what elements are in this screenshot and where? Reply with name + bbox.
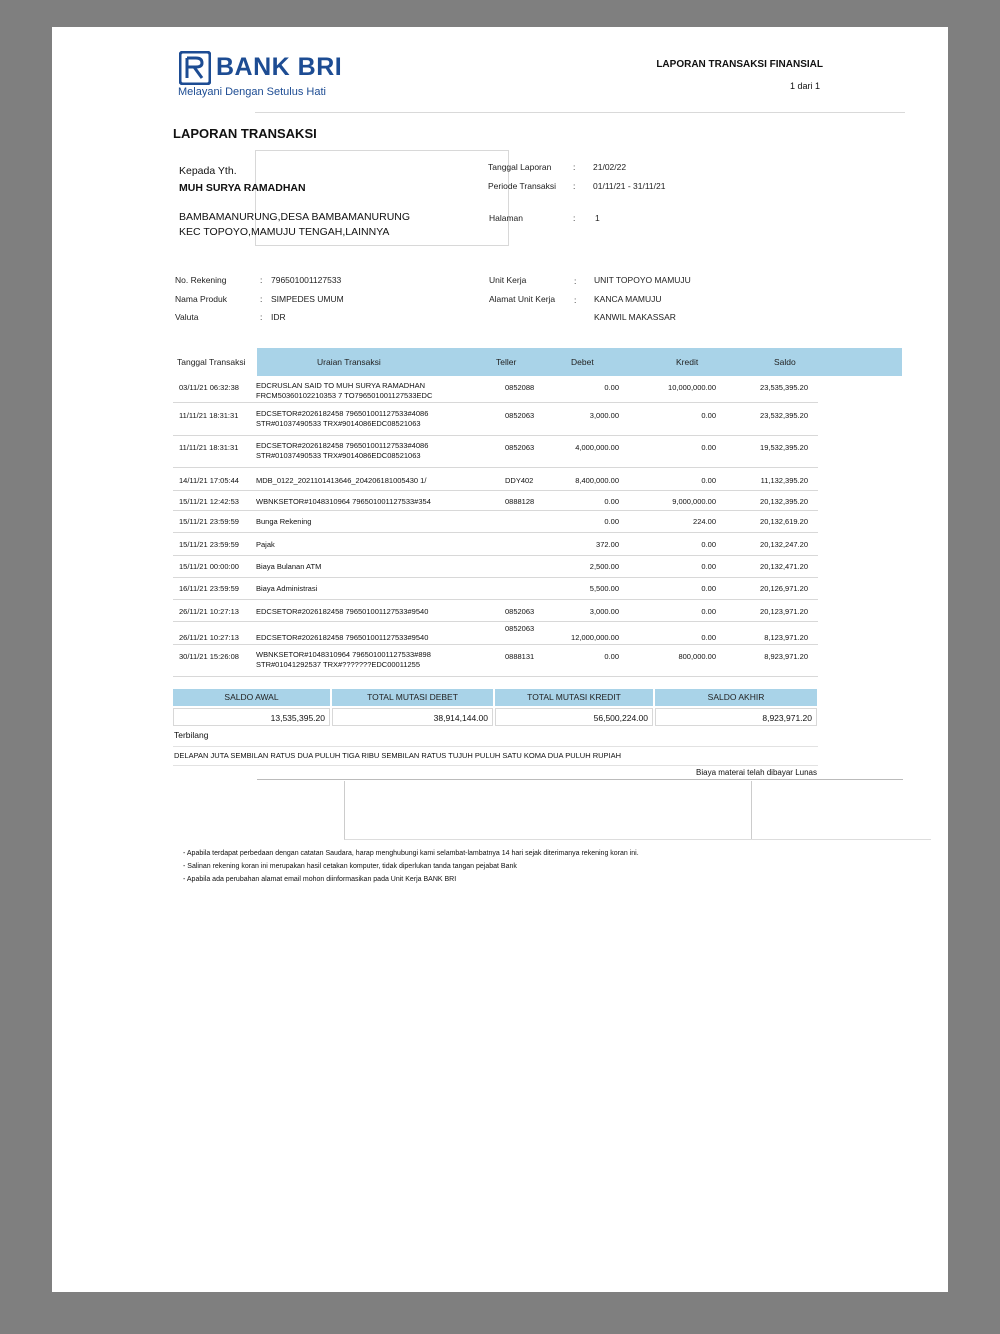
row-desc-line1: EDCSETOR#2026182458 796501001127533#4086 (256, 441, 429, 450)
terbilang-label: Terbilang (174, 730, 209, 740)
row-teller: 0888131 (505, 652, 535, 661)
row-date: 03/11/21 06:32:38 (179, 383, 239, 392)
row-teller: 0852088 (505, 383, 535, 392)
rekening-sep: : (260, 275, 263, 285)
table-row (173, 644, 818, 677)
col-header-saldo: Saldo (774, 357, 796, 367)
table-row (173, 510, 818, 533)
main-title: LAPORAN TRANSAKSI (173, 126, 317, 141)
col-header-teller: Teller (496, 357, 517, 367)
row-kredit: 0.00 (701, 540, 716, 549)
summary-header-total-kredit: TOTAL MUTASI KREDIT (495, 689, 653, 706)
row-desc-line2: STR#01037490533 TRX#9014086EDC08521063 (256, 451, 421, 460)
row-desc-line2: STR#01041292537 TRX#???????EDC00011255 (256, 660, 421, 669)
row-debet: 0.00 (604, 652, 619, 661)
row-desc-line1: EDCSETOR#2026182458 796501001127533#4086 (256, 409, 429, 418)
row-kredit: 0.00 (701, 562, 716, 571)
valuta-sep: : (260, 312, 263, 322)
row-date: 14/11/21 17:05:44 (179, 476, 239, 485)
valuta-label: Valuta (175, 312, 199, 322)
row-saldo: 23,532,395.20 (760, 411, 808, 420)
summary-value-total-debet: 38,914,144.00 (332, 708, 493, 726)
row-saldo: 23,535,395.20 (760, 383, 808, 392)
row-debet: 2,500.00 (589, 562, 619, 571)
row-saldo: 19,532,395.20 (760, 443, 808, 452)
produk-value: SIMPEDES UMUM (271, 294, 344, 304)
signature-box-line (751, 839, 931, 840)
summary-value-saldo-akhir: 8,923,971.20 (655, 708, 817, 726)
page-indicator: 1 dari 1 (789, 81, 820, 91)
produk-label: Nama Produk (175, 294, 227, 304)
periode-label: Periode Transaksi (488, 181, 557, 191)
row-kredit: 0.00 (701, 607, 716, 616)
row-saldo: 20,132,395.20 (760, 497, 808, 506)
terbilang-row (173, 727, 818, 747)
row-kredit: 0.00 (701, 476, 716, 485)
summary-header-total-debet: TOTAL MUTASI DEBET (332, 689, 493, 706)
logo-text: BANK BRI (216, 53, 343, 81)
periode-sep: : (573, 181, 576, 191)
row-kredit: 0.00 (701, 584, 716, 593)
materai-text: Biaya materai telah dibayar Lunas (696, 768, 817, 777)
col-header-debet: Debet (571, 357, 594, 367)
row-kredit: 224.00 (693, 517, 716, 526)
table-row (173, 621, 818, 645)
unit-value: UNIT TOPOYO MAMUJU (594, 275, 691, 285)
summary-header-saldo-awal: SALDO AWAL (173, 689, 330, 706)
row-desc-line1: Pajak (256, 540, 275, 549)
recipient-greeting: Kepada Yth. (179, 165, 237, 177)
row-debet: 0.00 (604, 517, 619, 526)
table-row (173, 600, 818, 622)
header-divider (255, 112, 905, 113)
alamat-value1: KANCA MAMUJU (594, 294, 662, 304)
row-teller: 0852063 (505, 411, 535, 420)
logo-tagline: Melayani Dengan Setulus Hati (178, 86, 326, 98)
summary-header-saldo-akhir: SALDO AKHIR (655, 689, 817, 706)
row-saldo: 20,126,971.20 (760, 584, 808, 593)
table-row (173, 375, 818, 403)
col-header-uraian: Uraian Transaksi (317, 357, 381, 367)
halaman-value: 1 (595, 213, 600, 223)
valuta-value: IDR (271, 312, 286, 322)
note-3: - Apabila ada perubahan alamat email mohon diinformasikan pada Unit Kerja BANK BRI (183, 876, 457, 883)
row-date: 16/11/21 23:59:59 (179, 584, 239, 593)
table-row (173, 435, 818, 468)
tanggal-value: 21/02/22 (593, 162, 627, 172)
tanggal-sep: : (573, 162, 576, 172)
periode-value: 01/11/21 - 31/11/21 (593, 181, 666, 191)
row-date: 15/11/21 23:59:59 (179, 517, 239, 526)
bri-logo-icon (179, 51, 211, 85)
report-title: LAPORAN TRANSAKSI FINANSIAL (656, 59, 823, 70)
row-debet: 3,000.00 (589, 411, 619, 420)
statement-page (52, 27, 948, 1292)
recipient-address-line1: BAMBAMANURUNG,DESA BAMBAMANURUNG (179, 211, 411, 223)
row-debet: 0.00 (604, 383, 619, 392)
row-desc-line1: WBNKSETOR#1048310964 796501001127533#898 (256, 650, 431, 659)
row-desc-line1: EDCSETOR#2026182458 796501001127533#9540 (256, 607, 429, 616)
row-teller: 0852063 (505, 443, 535, 452)
table-row (173, 555, 818, 578)
recipient-name: MUH SURYA RAMADHAN (179, 182, 306, 194)
terbilang-text: DELAPAN JUTA SEMBILAN RATUS DUA PULUH TIGA RIBU SEMBILAN RATUS TUJUH PULUH SATU KOMA DUA PULUH RUPIAH (174, 751, 622, 760)
rekening-value: 796501001127533 (271, 275, 342, 285)
row-teller: 0852063 (505, 607, 535, 616)
row-desc-line1: Biaya Administrasi (256, 584, 318, 593)
row-saldo: 8,923,971.20 (764, 652, 808, 661)
halaman-label: Halaman (489, 213, 524, 223)
row-saldo: 20,132,247.20 (760, 540, 808, 549)
row-kredit: 0.00 (701, 443, 716, 452)
rekening-label: No. Rekening (175, 275, 227, 285)
halaman-sep: : (573, 213, 576, 223)
note-2: - Salinan rekening koran ini merupakan hasil cetakan komputer, tidak diperlukan tanda tangan pejabat Bank (183, 863, 517, 870)
row-desc-line2: STR#01037490533 TRX#9014086EDC08521063 (256, 419, 421, 428)
row-debet: 12,000,000.00 (571, 633, 619, 642)
row-desc-line1: Biaya Bulanan ATM (256, 562, 322, 571)
row-teller: 0852063 (505, 624, 535, 633)
produk-sep: : (260, 294, 263, 304)
row-debet: 8,400,000.00 (575, 476, 619, 485)
row-desc-line1: WBNKSETOR#1048310964 796501001127533#354 (256, 497, 431, 506)
row-kredit: 800,000.00 (678, 652, 716, 661)
note-1: - Apabila terdapat perbedaan dengan catatan Saudara, harap menghubungi kami selambat-lambatnya 14 hari sejak diterimanya rekening koran ini. (183, 850, 639, 857)
row-desc-line1: Bunga Rekening (256, 517, 312, 526)
row-date: 15/11/21 12:42:53 (179, 497, 239, 506)
row-date: 26/11/21 10:27:13 (179, 633, 239, 642)
signature-box (344, 781, 752, 840)
table-row (173, 533, 818, 556)
row-date: 26/11/21 10:27:13 (179, 607, 239, 616)
row-debet: 3,000.00 (589, 607, 619, 616)
row-desc-line1: EDCRUSLAN SAID TO MUH SURYA RAMADHAN (256, 381, 426, 390)
summary-value-saldo-awal: 13,535,395.20 (173, 708, 330, 726)
col-header-kredit: Kredit (676, 357, 699, 367)
table-row (173, 403, 818, 436)
row-saldo: 20,123,971.20 (760, 607, 808, 616)
unit-sep: : (574, 276, 577, 286)
table-row (173, 468, 818, 491)
row-desc-line2: FRCM50360102210353 7 TO796501001127533EDC (256, 391, 433, 400)
row-debet: 4,000,000.00 (575, 443, 619, 452)
row-desc-line1: MDB_0122_2021101413646_204206181005430 1/ (256, 476, 427, 485)
row-kredit: 9,000,000.00 (672, 497, 716, 506)
col-header-tanggal: Tanggal Transaksi (177, 357, 246, 367)
table-row (173, 577, 818, 600)
row-saldo: 20,132,619.20 (760, 517, 808, 526)
tanggal-label: Tanggal Laporan (488, 162, 552, 172)
materai-divider (257, 779, 903, 780)
row-teller: DDY402 (505, 476, 534, 485)
row-kredit: 0.00 (701, 411, 716, 420)
row-debet: 372.00 (596, 540, 619, 549)
row-date: 11/11/21 18:31:31 (179, 411, 239, 420)
summary-value-total-kredit: 56,500,224.00 (495, 708, 653, 726)
row-date: 11/11/21 18:31:31 (179, 443, 239, 452)
row-debet: 0.00 (604, 497, 619, 506)
row-saldo: 8,123,971.20 (764, 633, 808, 642)
row-date: 15/11/21 00:00:00 (179, 562, 239, 571)
row-desc-line1: EDCSETOR#2026182458 796501001127533#9540 (256, 633, 429, 642)
recipient-address-line2: KEC TOPOYO,MAMUJU TENGAH,LAINNYA (179, 226, 390, 238)
row-kredit: 0.00 (701, 633, 716, 642)
row-saldo: 20,132,471.20 (760, 562, 808, 571)
row-teller: 0888128 (505, 497, 535, 506)
row-saldo: 11,132,395.20 (760, 476, 808, 485)
row-debet: 5,500.00 (589, 584, 619, 593)
table-row (173, 491, 818, 511)
row-date: 15/11/21 23:59:59 (179, 540, 239, 549)
row-kredit: 10,000,000.00 (668, 383, 716, 392)
alamat-label: Alamat Unit Kerja (489, 294, 556, 304)
alamat-sep: : (574, 295, 577, 305)
unit-label: Unit Kerja (489, 275, 527, 285)
alamat-value2: KANWIL MAKASSAR (594, 312, 676, 322)
row-date: 30/11/21 15:26:08 (179, 652, 239, 661)
